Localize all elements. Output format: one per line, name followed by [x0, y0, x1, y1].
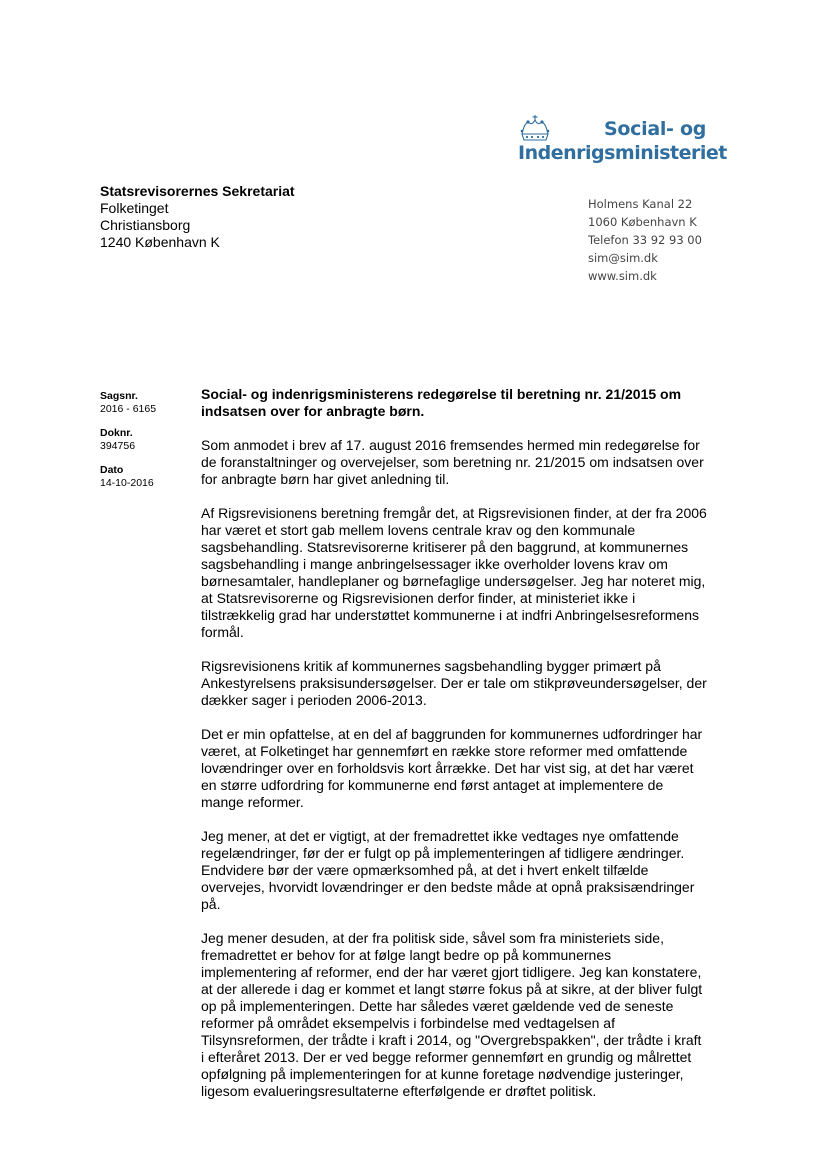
dato-label: Dato: [100, 464, 124, 476]
ministry-logo: [518, 112, 727, 170]
paragraph: Som anmodet i brev af 17. august 2016 fremsendes hermed min redegørelse for de foranstaltninger og overvejelser, som beretning nr. 21/2015 om indsatsen over for anbragte børn har givet anledning til.: [201, 437, 704, 487]
doknr-label: Doknr.: [100, 427, 133, 439]
recipient-line1: Folketinget: [100, 200, 169, 216]
doknr-value: 394756: [100, 440, 136, 452]
crown-icon: [518, 114, 552, 142]
sender-address: [588, 195, 702, 285]
sagsnr-group: [100, 390, 156, 416]
recipient-address: [100, 183, 295, 251]
paragraph: Jeg mener desuden, at der fra politisk side, såvel som fra ministeriets side, fremadrettet er behov for at følge langt bedre op på kommunernes implementering af reformer, end der har været gjort tidligere. Jeg kan konstatere, at der allerede i dag er kommet et langt større fokus på at sikre, at der bliver fulgt op på implementeringen. Dette har således været gældende ved de seneste reformer på området eksempelvis i forbindelse med vedtagelsen af Tilsynsreformen, der trådte i kraft i 2014, og "Overgrebspakken", der trådte i kraft i efteråret 2013. Der er ved begge reformer gennemført en grundig og målrettet opfølgning på implementeringen for at kunne foretage nødvendige justeringer, ligesom evalueringsresultaterne efterfølgende er drøftet politisk.: [201, 930, 703, 1099]
paragraph: Af Rigsrevisionens beretning fremgår det, at Rigsrevisionen finder, at der fra 2006 har været et stort gab mellem lovens centrale krav og den kommunale sagsbehandling. Statsrevisorerne kritiserer på den baggrund, at kommunernes sagsbehandling i mange anbringelsessager ikke overholder lovens krav om børnesamtaler, handleplaner og børnefaglige undersøgelser. Jeg har noteret mig, at Statsrevisorerne og Rigsrevisionen derfor finder, at ministeriet ikke i tilstrækkelig grad har understøttet kommunerne i at indfri Anbringelsesreformens formål.: [201, 505, 707, 640]
recipient-line2: Christiansborg: [100, 217, 191, 233]
paragraph: Rigsrevisionens kritik af kommunernes sagsbehandling bygger primært på Ankestyrelsens praksisundersøgelser. Der er tale om stikprøveundersøgelser, der dækker sager i perioden 2006-2013.: [201, 658, 707, 708]
dato-value: 14-10-2016: [100, 477, 154, 489]
sagsnr-label: Sagsnr.: [100, 390, 138, 402]
sender-address1: Holmens Kanal 22: [588, 197, 693, 211]
recipient-line3: 1240 København K: [100, 234, 220, 250]
sender-web: www.sim.dk: [588, 269, 657, 283]
letter-body: [201, 386, 707, 1117]
paragraph: Det er min opfattelse, at en del af baggrunden for kommunernes udfordringer har været, at Folketinget har gennemført en række store reformer med omfattende lovændringer over en forholdsvis kort årrække. Det har vist sig, at det har været en større udfordring for kommunerne end først antaget at implementere de mange reformer.: [201, 726, 703, 810]
dato-group: [100, 464, 156, 490]
sagsnr-value: 2016 - 6165: [100, 403, 157, 415]
doknr-group: [100, 427, 156, 453]
recipient-name: Statsrevisorernes Sekretariat: [100, 183, 295, 199]
sender-address2: 1060 København K: [588, 215, 697, 229]
case-metadata: [100, 390, 156, 501]
paragraph: Jeg mener, at det er vigtigt, at der fremadrettet ikke vedtages nye omfattende regelændringer, før der er fulgt op på implementeringen af tidligere ændringer. Endvidere bør der være opmærksomhed på, at det i hvert enkelt tilfælde overvejes, hvorvidt lovændringer er den bedste måde at opnå praksisændringer på.: [201, 828, 695, 912]
logo-text-line2: Indenrigsministeriet: [518, 142, 727, 164]
sender-email: sim@sim.dk: [588, 251, 658, 265]
logo-text-line1: Social- og: [604, 118, 707, 140]
sender-phone: Telefon 33 92 93 00: [588, 233, 702, 247]
letter-subject: Social- og indenrigsministerens redegørelse til beretning nr. 21/2015 om indsatsen over for anbragte børn.: [201, 386, 682, 419]
